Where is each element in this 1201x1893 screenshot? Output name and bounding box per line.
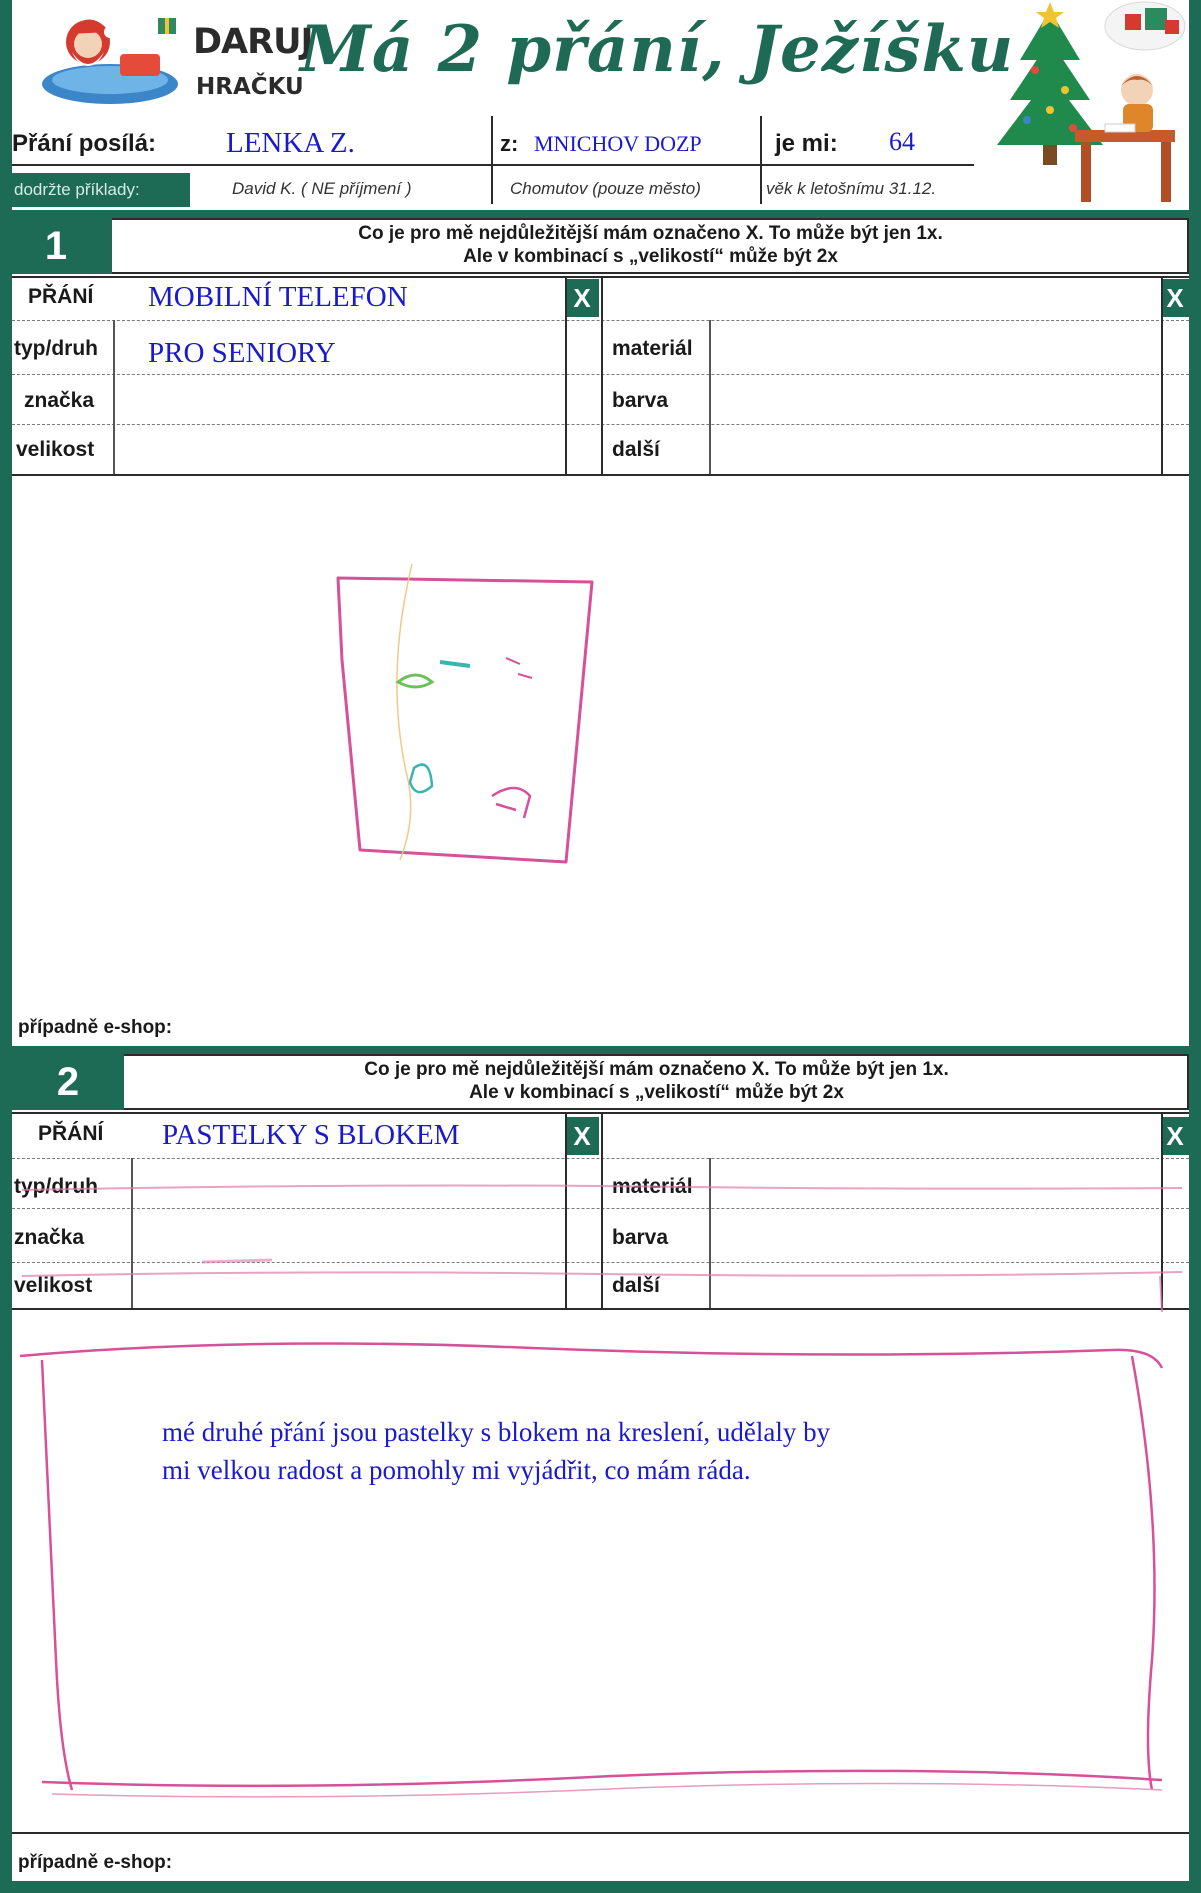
name-example: David K. ( NE příjmení ) [232, 179, 412, 198]
santa-logo-icon [38, 4, 188, 108]
from-label: z: [500, 131, 519, 156]
wish1-material-label: materiál [612, 337, 693, 360]
frame-bottom [0, 1881, 1201, 1893]
wish1-other-label: další [612, 438, 660, 461]
wish2-size-label: velikost [14, 1274, 93, 1297]
page-title: Má 2 přání, Ježíšku [300, 12, 1015, 87]
section-divider-middle [0, 1046, 1201, 1054]
age-label: je mi: [775, 130, 838, 157]
wish2-crayon-row-strokes [12, 1150, 1189, 1320]
wish2-right-x-mark[interactable]: X [1161, 1117, 1189, 1155]
wish2-eshop-line [12, 1832, 1189, 1834]
wish2-color-label: barva [612, 1226, 669, 1249]
wish1-instructions [112, 222, 1189, 268]
examples-label: dodržte příklady: [0, 173, 190, 207]
wish2-eshop-label: případně e-shop: [18, 1852, 173, 1873]
age-value[interactable]: 64 [889, 127, 915, 156]
wish1-bottom-line [12, 474, 1189, 476]
wish2-type-label: typ/druh [14, 1175, 98, 1198]
wish1-col-label [113, 320, 115, 474]
wish1-type-label: typ/druh [14, 337, 98, 360]
wish2-wish-label: PŘÁNÍ [38, 1122, 104, 1145]
wish2-message [162, 1413, 1062, 1489]
wish1-number: 1 [0, 218, 112, 274]
sender-name-value[interactable]: LENKA Z. [226, 127, 355, 159]
sender-label: Přání posílá: [12, 130, 157, 157]
wish1-size-label: velikost [16, 438, 95, 461]
city-example: Chomutov (pouze město) [510, 179, 701, 198]
wish2-crayon-frame-drawing [12, 1320, 1189, 1840]
wish1-col-x-right [1161, 276, 1163, 474]
wish1-color-label: barva [612, 389, 669, 412]
logo-daruj-text: DARUJ [193, 22, 313, 62]
sender-divider-2 [760, 116, 762, 204]
wish1-right-x-mark[interactable]: X [1161, 279, 1189, 317]
frame-left [0, 0, 12, 1893]
wish2-material-label: materiál [612, 1175, 693, 1198]
wish1-type-value[interactable]: PRO SENIORY [148, 337, 336, 369]
wish1-wish-label: PŘÁNÍ [28, 285, 94, 308]
wish2-wish-value[interactable]: PASTELKY S BLOKEM [162, 1119, 460, 1151]
sender-divider-1 [491, 116, 493, 204]
wish1-eshop-label: případně e-shop: [18, 1017, 173, 1038]
frame-right [1189, 0, 1201, 1893]
wish1-left-x-mark[interactable]: X [565, 279, 599, 317]
wish2-brand-label: značka [14, 1226, 85, 1249]
section-divider-top [0, 210, 1201, 218]
from-city-value[interactable]: MNICHOV DOZP [534, 131, 702, 156]
wish1-col-mid [601, 276, 603, 474]
wish2-message-line1: mé druhé přání jsou pastelky s blokem na kreslení, udělaly by [162, 1417, 831, 1447]
instructions-line2-2: Ale v kombinací s „velikostí“ může být 2x [469, 1082, 844, 1103]
wish2-left-x-mark[interactable]: X [565, 1117, 599, 1155]
instructions-line2: Ale v kombinací s „velikostí“ může být 2x [463, 246, 838, 267]
instructions-line1-2: Co je pro mě nejdůležitější mám označeno X. To může být jen 1x. [364, 1059, 949, 1080]
wish2-number: 2 [12, 1054, 124, 1110]
daruj-hracku-logo [38, 4, 313, 108]
wish1-brand-label: značka [24, 389, 95, 412]
wish2-other-label: další [612, 1274, 660, 1297]
wish1-col-right-label [709, 320, 711, 474]
wish1-col-x-left [565, 276, 567, 474]
logo-hracku-text: HRAČKU [196, 74, 304, 100]
wish1-phone-drawing [320, 560, 620, 880]
wish1-wish-value[interactable]: MOBILNÍ TELEFON [148, 281, 408, 313]
instructions-line1: Co je pro mě nejdůležitější mám označeno X. To může být jen 1x. [358, 223, 943, 244]
sender-row-underline [12, 164, 974, 166]
wish2-instructions [124, 1058, 1189, 1104]
christmas-tree-child-illustration-icon [965, 0, 1189, 205]
wish2-message-line2: mi velkou radost a pomohly mi vyjádřit, co mám ráda. [162, 1455, 751, 1485]
age-example: věk k letošnímu 31.12. [766, 179, 937, 198]
